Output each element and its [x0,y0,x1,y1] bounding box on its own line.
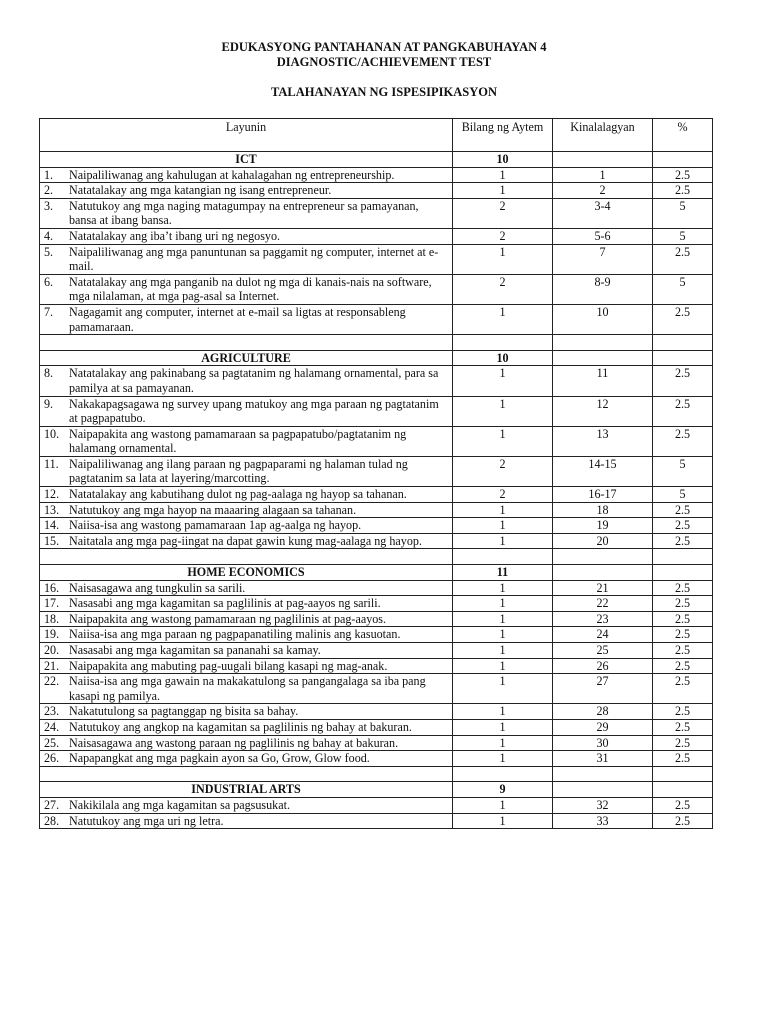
objective-cell [40,456,453,486]
item-count: 1 [453,167,553,183]
table-row [40,611,713,627]
item-count: 1 [453,813,553,829]
objective-cell [40,304,453,334]
table-row [40,704,713,720]
objective-number: 25. [44,735,60,750]
objective-cell [40,244,453,274]
item-location: 29 [553,719,653,735]
objective-number: 21. [44,658,60,673]
item-count: 1 [453,426,553,456]
empty-cell [653,766,713,782]
percent-value: 2.5 [653,533,713,549]
empty-cell [40,766,453,782]
item-count: 1 [453,674,553,704]
objective-item [44,397,449,426]
item-location: 11 [553,366,653,396]
table-row [40,735,713,751]
section-name: AGRICULTURE [40,350,453,366]
empty-cell [553,766,653,782]
objective-item [44,275,449,304]
item-location: 2 [553,183,653,199]
empty-cell [553,350,653,366]
document-subtitle: DIAGNOSTIC/ACHIEVEMENT TEST [276,55,492,69]
objective-item [44,612,449,627]
table-row [40,274,713,304]
table-row [40,426,713,456]
objective-item [44,305,449,334]
objective-cell [40,674,453,704]
objective-number: 9. [44,396,54,411]
objective-cell [40,596,453,612]
objective-item [44,581,449,596]
table-row [40,183,713,199]
item-count: 2 [453,274,553,304]
objective-item [44,518,449,533]
item-count: 1 [453,366,553,396]
objective-text: Naiisa-isa ang wastong pamamaraan 1ap ag-aalga ng hayop. [69,518,362,533]
objective-item [44,229,449,244]
objective-cell [40,228,453,244]
percent-value: 2.5 [653,719,713,735]
item-count: 1 [453,533,553,549]
objective-number: 22. [44,674,60,689]
objective-text: Napapangkat ang mga pagkain ayon sa Go, Grow, Glow food. [69,751,370,766]
empty-cell [653,782,713,798]
percent-value: 5 [653,456,713,486]
item-count: 1 [453,719,553,735]
item-location: 18 [553,502,653,518]
item-location: 5-6 [553,228,653,244]
item-location: 30 [553,735,653,751]
objective-item [44,798,449,813]
objective-item [44,643,449,658]
table-row [40,304,713,334]
objective-number: 20. [44,643,60,657]
percent-value: 2.5 [653,704,713,720]
empty-cell [553,782,653,798]
percent-value: 2.5 [653,502,713,518]
item-location: 19 [553,518,653,534]
spacer-row [40,766,713,782]
table-row [40,167,713,183]
percent-value: 2.5 [653,596,713,612]
objective-item [44,503,449,518]
percent-value: 2.5 [653,674,713,704]
item-location: 28 [553,704,653,720]
item-location: 31 [553,751,653,767]
column-header-bilang: Bilang ng Aytem [453,119,553,152]
spacer-row [40,335,713,351]
objective-number: 6. [44,274,54,289]
item-count: 2 [453,228,553,244]
percent-value: 5 [653,274,713,304]
objective-text: Nakakapagsagawa ng survey upang matukoy ang mga paraan ng pagtatanim at pagpapatubo. [69,396,439,426]
item-location: 24 [553,627,653,643]
empty-cell [653,549,713,565]
item-count: 1 [453,580,553,596]
percent-value: 5 [653,198,713,228]
item-count: 1 [453,596,553,612]
objective-cell [40,704,453,720]
objective-number: 7. [44,304,54,319]
item-count: 1 [453,658,553,674]
table-row [40,396,713,426]
item-location: 13 [553,426,653,456]
percent-value: 2.5 [653,167,713,183]
section-row [40,782,713,798]
objective-text: Natatalakay ang mga panganib na dulot ng mga di kanais-nais na software, mga nilalaman, at mga pag-asal sa Internet. [69,274,432,304]
empty-cell [553,549,653,565]
objective-item [44,534,449,549]
percent-value: 5 [653,228,713,244]
objective-item [44,736,449,751]
objective-text: Nasasabi ang mga kagamitan sa paglilinis at pag-aayos ng sarili. [69,596,381,611]
item-location: 14-15 [553,456,653,486]
objective-text: Natutukoy ang mga hayop na maaaring alagaan sa tahanan. [69,502,357,517]
section-item-count: 10 [453,350,553,366]
section-item-count: 11 [453,565,553,581]
objective-text: Natatalakay ang mga katangian ng isang entrepreneur. [69,183,332,198]
table-row [40,244,713,274]
objective-number: 14. [44,518,60,533]
percent-value: 2.5 [653,304,713,334]
table-row [40,487,713,503]
objective-cell [40,533,453,549]
document-title: EDUKASYONG PANTAHANAN AT PANGKABUHAYAN 4 [221,40,547,54]
objective-cell [40,274,453,304]
percent-value: 2.5 [653,751,713,767]
objective-text: Natatalakay ang pakinabang sa pagtatanim ng halamang ornamental, para sa pamilya at sa pamayanan. [69,366,439,395]
objective-text: Naisasagawa ang wastong paraan ng paglilinis ng bahay at bakuran. [69,735,399,750]
objective-cell [40,719,453,735]
item-location: 27 [553,674,653,704]
table-header-row [40,119,713,152]
objective-item [44,814,449,829]
section-name: INDUSTRIAL ARTS [40,782,453,798]
table-row [40,198,713,228]
objective-text: Natatalakay ang kabutihang dulot ng pag-aalaga ng hayop sa tahanan. [69,487,407,502]
objective-cell [40,183,453,199]
item-location: 32 [553,797,653,813]
objective-text: Naipaliliwanag ang mga panuntunan sa paggamit ng computer, internet at e-mail. [69,244,439,274]
table-row [40,813,713,829]
item-count: 1 [453,244,553,274]
item-location: 20 [553,533,653,549]
percent-value: 5 [653,487,713,503]
objective-text: Naipapakita ang wastong pamamaraan sa pagpapatubo/pagtatanim ng halamang ornamental. [69,426,407,456]
item-count: 2 [453,198,553,228]
item-count: 1 [453,751,553,767]
objective-cell [40,502,453,518]
objective-text: Natutukoy ang angkop na kagamitan sa paglilinis ng bahay at bakuran. [69,719,412,734]
objective-text: Natutukoy ang mga naging matagumpay na entrepreneur sa pamayanan, bansa at ibang bansa. [69,198,419,228]
objective-number: 1. [44,167,54,182]
objective-number: 26. [44,751,60,766]
percent-value: 2.5 [653,735,713,751]
table-row [40,580,713,596]
item-count: 1 [453,627,553,643]
table-row [40,751,713,767]
item-location: 21 [553,580,653,596]
objective-item [44,659,449,674]
item-count: 1 [453,704,553,720]
table-row [40,797,713,813]
objective-cell [40,426,453,456]
item-location: 16-17 [553,487,653,503]
objective-number: 4. [44,228,54,243]
objective-item [44,366,449,395]
objective-text: Naipaliliwanag ang kahulugan at kahalagahan ng entrepreneurship. [69,167,395,182]
column-header-kinalalagyan: Kinalalagyan [553,119,653,152]
objective-cell [40,658,453,674]
objective-item [44,751,449,766]
objective-text: Naiisa-isa ang mga gawain na makakatulong sa pangangalaga sa iba pang kasapi ng pamilya. [69,674,426,703]
objective-text: Nakikilala ang mga kagamitan sa pagsusukat. [69,797,290,812]
objective-text: Nakatutulong sa pagtanggap ng bisita sa bahay. [69,704,299,719]
objective-item [44,168,449,183]
objective-cell [40,797,453,813]
section-row [40,152,713,168]
objective-number: 3. [44,198,54,213]
objective-text: Nagagamit ang computer, internet at e-mail sa ligtas at responsableng pamamaraan. [69,304,406,334]
objective-number: 18. [44,611,60,626]
objective-item [44,427,449,456]
objective-number: 5. [44,244,54,259]
objective-number: 13. [44,502,60,517]
objective-number: 10. [44,426,60,441]
objective-cell [40,487,453,503]
objective-item [44,627,449,642]
objective-number: 11. [44,456,59,471]
empty-cell [653,565,713,581]
objective-number: 16. [44,580,60,595]
item-count: 1 [453,502,553,518]
objective-text: Naipaliliwanag ang ilang paraan ng pagpaparami ng halaman tulad ng pagtatanim sa lata at layering/marcotting. [69,456,408,486]
objective-cell [40,396,453,426]
objective-cell [40,735,453,751]
percent-value: 2.5 [653,611,713,627]
objective-cell [40,518,453,534]
item-count: 1 [453,797,553,813]
percent-value: 2.5 [653,396,713,426]
objective-cell [40,643,453,659]
column-header-layunin: Layunin [40,119,453,152]
item-location: 12 [553,396,653,426]
empty-cell [453,335,553,351]
item-location: 1 [553,167,653,183]
item-count: 1 [453,183,553,199]
objective-item [44,596,449,611]
empty-cell [40,549,453,565]
item-count: 1 [453,643,553,659]
objective-item [44,245,449,274]
objective-number: 23. [44,704,60,719]
table-row [40,518,713,534]
percent-value: 2.5 [653,643,713,659]
item-location: 22 [553,596,653,612]
table-row [40,719,713,735]
objective-text: Naipapakita ang wastong pamamaraan ng paglilinis at pag-aayos. [69,611,387,626]
empty-cell [553,565,653,581]
objective-item [44,720,449,735]
percent-value: 2.5 [653,366,713,396]
objective-text: Natatalakay ang iba’t ibang uri ng negosyo. [69,228,281,243]
objective-item [44,457,449,486]
table-title: TALAHANAYAN NG ISPESIPIKASYON [271,85,497,99]
item-count: 1 [453,518,553,534]
table-body [40,152,713,829]
item-count: 1 [453,735,553,751]
empty-cell [653,350,713,366]
table-row [40,366,713,396]
empty-cell [653,335,713,351]
objective-number: 17. [44,596,60,611]
item-location: 8-9 [553,274,653,304]
objective-text: Naitatala ang mga pag-iingat na dapat gawin kung mag-aalaga ng hayop. [69,533,422,548]
table-row [40,643,713,659]
objective-text: Naipapakita ang mabuting pag-uugali bilang kasapi ng mag-anak. [69,658,388,673]
item-count: 2 [453,487,553,503]
objective-text: Natutukoy ang mga uri ng letra. [69,813,224,828]
table-row [40,228,713,244]
objective-item [44,704,449,719]
item-location: 25 [553,643,653,659]
section-row [40,565,713,581]
table-row [40,658,713,674]
item-location: 7 [553,244,653,274]
percent-value: 2.5 [653,183,713,199]
table-row [40,502,713,518]
empty-cell [453,549,553,565]
section-item-count: 9 [453,782,553,798]
section-name: ICT [40,152,453,168]
objective-item [44,487,449,502]
objective-cell [40,167,453,183]
objective-cell [40,813,453,829]
objective-number: 24. [44,719,60,734]
section-row [40,350,713,366]
objective-cell [40,627,453,643]
objective-number: 19. [44,627,60,642]
table-row [40,674,713,704]
percent-value: 2.5 [653,658,713,674]
objective-number: 27. [44,797,60,812]
objective-item [44,674,449,703]
objective-text: Nasasabi ang mga kagamitan sa pananahi sa kamay. [69,643,321,657]
percent-value: 2.5 [653,580,713,596]
percent-value: 2.5 [653,813,713,829]
empty-cell [453,766,553,782]
objective-item [44,183,449,198]
item-location: 33 [553,813,653,829]
objective-number: 8. [44,366,54,381]
objective-number: 2. [44,183,54,198]
section-item-count: 10 [453,152,553,168]
table-row [40,533,713,549]
spacer-row [40,549,713,565]
column-header-percent: % [653,119,713,152]
objective-text: Naisasagawa ang tungkulin sa sarili. [69,580,246,595]
specification-table [39,118,713,829]
item-location: 3-4 [553,198,653,228]
percent-value: 2.5 [653,627,713,643]
objective-item [44,199,449,228]
table-row [40,596,713,612]
empty-cell [653,152,713,168]
empty-cell [553,152,653,168]
objective-number: 15. [44,533,60,548]
percent-value: 2.5 [653,797,713,813]
objective-number: 28. [44,813,60,828]
objective-cell [40,366,453,396]
item-count: 1 [453,611,553,627]
objective-cell [40,198,453,228]
item-count: 2 [453,456,553,486]
objective-cell [40,611,453,627]
empty-cell [553,335,653,351]
percent-value: 2.5 [653,518,713,534]
item-location: 10 [553,304,653,334]
objective-number: 12. [44,487,60,502]
item-count: 1 [453,304,553,334]
percent-value: 2.5 [653,426,713,456]
item-location: 26 [553,658,653,674]
percent-value: 2.5 [653,244,713,274]
objective-cell [40,751,453,767]
section-name: HOME ECONOMICS [40,565,453,581]
item-count: 1 [453,396,553,426]
table-row [40,627,713,643]
item-location: 23 [553,611,653,627]
empty-cell [40,335,453,351]
table-row [40,456,713,486]
objective-text: Naiisa-isa ang mga paraan ng pagpapanatiling malinis ang kasuotan. [69,627,401,642]
objective-cell [40,580,453,596]
